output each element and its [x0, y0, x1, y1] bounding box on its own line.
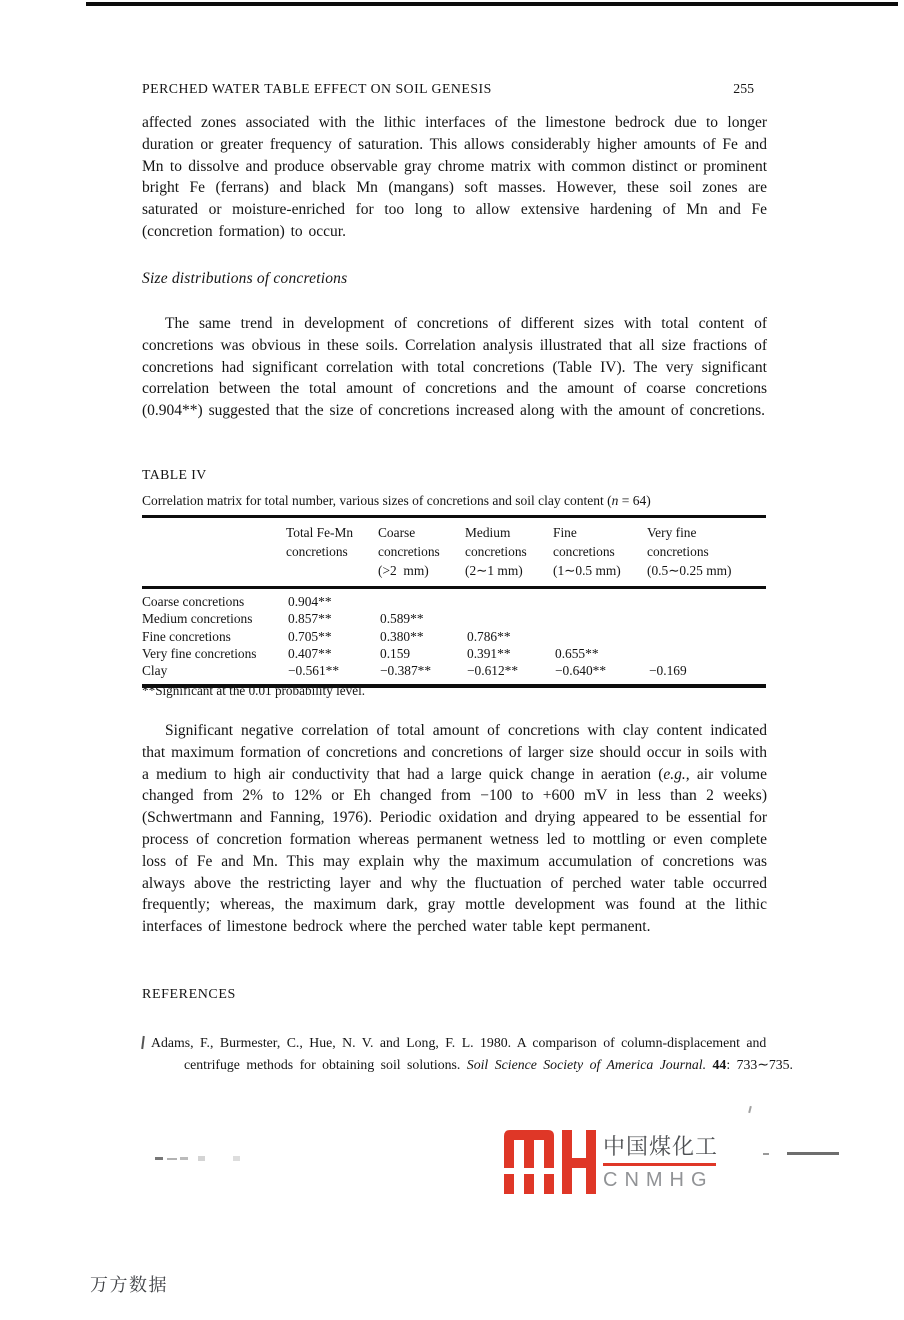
logo-latin-text: CNMHG — [603, 1169, 714, 1191]
header-line: Total Fe-Mn — [286, 525, 354, 540]
table-row — [142, 593, 766, 610]
header-line: concretions — [553, 544, 615, 559]
table-cell: −0.387** — [380, 663, 432, 679]
reference-pages: : 733∼735. — [726, 1057, 793, 1072]
table-row-label: Medium concretions — [142, 611, 253, 627]
scan-artifact-dash — [763, 1153, 769, 1155]
reference-authors: Adams, F., Burmester, C., Hue, N. V. and Long, F. L. 1980. A comparison of column-displacement and centrifuge methods for obtaining soil solutions. — [151, 1035, 767, 1072]
running-head-title: PERCHED WATER TABLE EFFECT ON SOIL GENESIS — [142, 81, 492, 96]
table-cell: 0.407** — [288, 645, 332, 661]
paragraph-3-text: Significant negative correlation of total amount of concretions with clay content indicated that maximum formation of concretions and concretions of larger size should occur in soils with a medium to high air conductivity that had a large quick change in aeration ( — [142, 722, 767, 783]
table-cell — [647, 645, 766, 662]
table-row — [142, 610, 766, 627]
header-line: Fine — [553, 525, 577, 540]
scan-artifact-speck — [167, 1158, 177, 1160]
table-cell — [553, 610, 647, 627]
header-line: (1∼0.5 mm) — [553, 563, 621, 578]
table-row — [142, 628, 766, 645]
table-caption — [142, 493, 651, 509]
header-line: concretions — [465, 544, 527, 559]
logo-chinese-text: 中国煤化工 — [603, 1134, 719, 1159]
paragraph-3-end: air volume changed from 2% to 12% or Eh changed from −100 to +600 mV in less than 2 weeks) (Schwertmann and Fanning, 1976). Periodic oxidation and drying appeared to be essential for process of concretion formation whereas permanent wetness led to mottling or even complete loss of Fe and Mn. This may explain why the maximum accumulation of concretions was always above the restricting layer and why the fluctuation of perched water table occurred frequently; whereas, the maximum dark, gray mottle development was found at the lithic interfaces of limestone bedrock where the perched water table kept permanent. — [142, 765, 767, 936]
table-header-col-fine — [553, 523, 647, 580]
reference-journal: Soil Science Society of America Journal. — [466, 1057, 707, 1072]
table-label: TABLE IV — [142, 467, 207, 482]
table-cell: 0.904** — [288, 594, 332, 609]
table-cell: 0.589** — [380, 611, 424, 627]
table-row — [142, 645, 766, 662]
page-number: 255 — [733, 81, 754, 96]
scan-artifact-tick — [141, 1036, 145, 1049]
table-header-col-total — [286, 523, 378, 580]
scan-artifact-speck — [198, 1156, 205, 1161]
table-row-label: Clay — [142, 663, 168, 679]
table-cell — [647, 628, 766, 645]
table-footnote: **Significant at the 0.01 probability level. — [142, 683, 366, 698]
scan-artifact-speck — [748, 1106, 752, 1113]
correlation-table — [142, 515, 766, 688]
header-line: Very fine — [647, 525, 697, 540]
table-header-col-coarse — [378, 523, 465, 580]
scan-artifact-speck — [233, 1156, 240, 1161]
table-cell — [465, 610, 553, 627]
table-cell — [378, 593, 465, 610]
table-caption-n: n — [611, 493, 619, 508]
table-body — [142, 589, 766, 684]
header-line: (2∼1 mm) — [465, 563, 523, 578]
table-cell: 0.705** — [288, 628, 332, 644]
table-header-row — [142, 518, 766, 586]
table-cell: 0.391** — [467, 645, 511, 661]
header-line: concretions — [647, 544, 709, 559]
table-cell — [553, 593, 647, 610]
header-line: concretions — [378, 544, 440, 559]
section-heading: Size distributions of concretions — [142, 270, 348, 287]
header-line: concretions — [286, 544, 348, 559]
paragraph-3 — [142, 720, 767, 938]
table-row-label: Coarse concretions — [142, 594, 245, 609]
references-heading: REFERENCES — [142, 987, 236, 1002]
header-line: (>2 mm) — [378, 563, 429, 578]
table-cell: 0.159 — [380, 645, 411, 661]
table-row-label: Very fine concretions — [142, 645, 257, 661]
table-cell: 0.786** — [467, 628, 511, 644]
table-caption-text: Correlation matrix for total number, various sizes of concretions and soil clay content ( — [142, 493, 612, 508]
table-cell: −0.612** — [467, 663, 519, 679]
logo-underline — [603, 1163, 716, 1166]
wanfang-watermark: 万方数据 — [90, 1275, 168, 1295]
scan-artifact-dash — [787, 1152, 839, 1155]
table-row — [142, 662, 766, 679]
table-cell: −0.169 — [649, 663, 687, 679]
header-line: Coarse — [378, 525, 416, 540]
table-cell — [553, 628, 647, 645]
paragraph-1: affected zones associated with the lithic interfaces of the limestone bedrock due to longer duration or greater frequency of saturation. This allows considerably higher amounts of Fe and Mn to dissolve and produce observable gray chrome matrix with common distinct or prominent bright Fe (ferrans) and black Mn (mangans) soft masses. However, these soil zones are saturated or moisture-enriched for too long to allow extensive hardening of Mn and Fe (concretion formation) to occur. — [142, 114, 767, 240]
scan-artifact-speck — [155, 1157, 163, 1160]
reference-volume: 44 — [712, 1057, 727, 1072]
table-cell: 0.380** — [380, 628, 424, 644]
table-caption-end: = 64) — [618, 493, 651, 508]
table-cell: 0.857** — [288, 611, 332, 627]
table-cell: −0.640** — [555, 663, 607, 679]
table-cell: 0.655** — [555, 645, 599, 661]
reference-item — [151, 1032, 812, 1076]
running-head — [142, 81, 766, 97]
paragraph-3-eg: e.g., — [663, 765, 690, 783]
table-cell — [465, 593, 553, 610]
header-line: Medium — [465, 525, 511, 540]
top-scan-rule — [86, 2, 898, 6]
table-header-col-medium — [465, 523, 553, 580]
table-cell — [647, 593, 766, 610]
table-header-col-veryfine — [647, 523, 766, 580]
table-cell: −0.561** — [288, 663, 340, 679]
table-row-label: Fine concretions — [142, 628, 231, 644]
scan-artifact-speck — [180, 1157, 188, 1160]
cnmhg-logo-icon — [504, 1128, 596, 1199]
table-header-col-empty — [142, 523, 286, 580]
paragraph-2: The same trend in development of concretions of different sizes with total content of concretions was obvious in these soils. Correlation analysis illustrated that all size fractions of concretions had significant correlation with total concretions (Table IV). The very significant correlation between the total amount of concretions and the amount of coarse concretions (0.904**) suggested that the size of concretions increased along with the amount of concretions. — [142, 315, 767, 420]
header-line: (0.5∼0.25 mm) — [647, 563, 732, 578]
table-cell — [647, 610, 766, 627]
